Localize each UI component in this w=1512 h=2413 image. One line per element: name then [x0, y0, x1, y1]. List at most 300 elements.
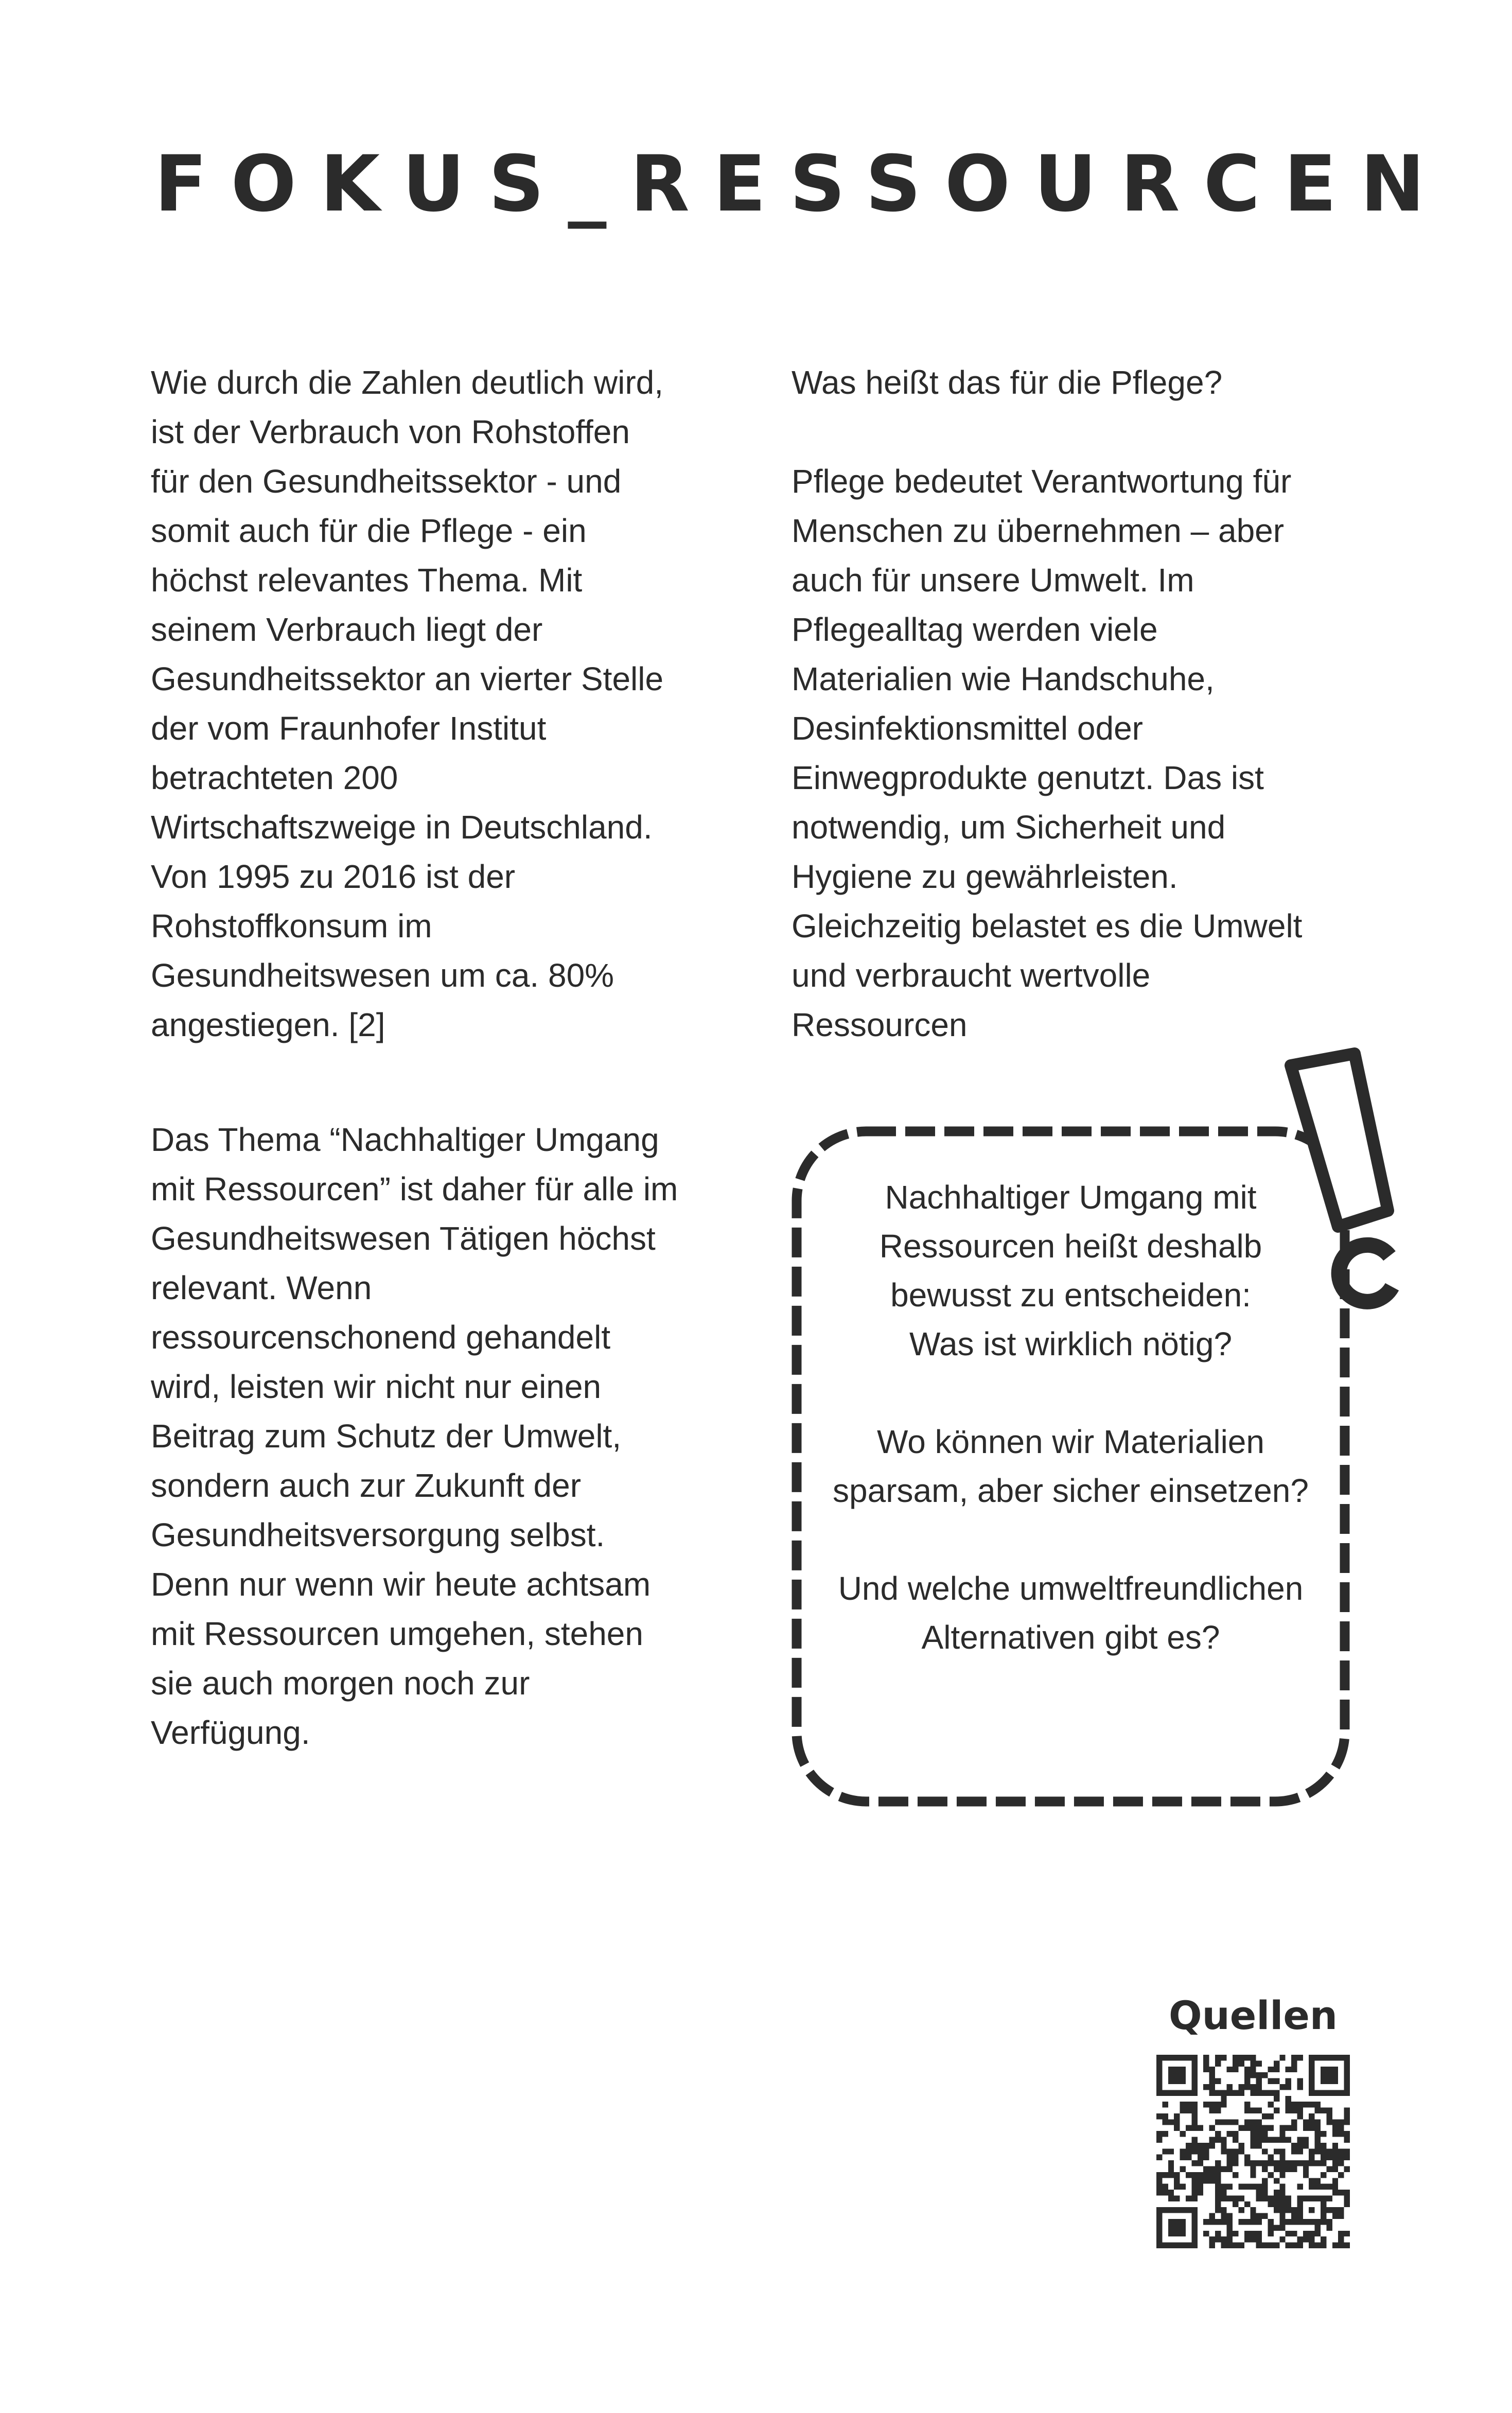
qr-module [1191, 2231, 1197, 2236]
qr-module [1156, 2067, 1162, 2072]
qr-module [1315, 2225, 1321, 2230]
qr-module [1156, 2190, 1162, 2195]
qr-module [1168, 2190, 1174, 2195]
qr-module [1256, 2119, 1262, 2125]
qr-module [1174, 2125, 1180, 2131]
qr-module [1168, 2148, 1174, 2154]
qr-module [1156, 2243, 1162, 2248]
qr-module [1250, 2090, 1256, 2095]
qr-module [1215, 2231, 1221, 2236]
qr-module [1274, 2243, 1279, 2248]
qr-module [1174, 2090, 1180, 2095]
qr-module [1233, 2137, 1238, 2143]
qr-module [1233, 2160, 1238, 2166]
qr-module [1233, 2201, 1238, 2207]
qr-module [1321, 2213, 1326, 2219]
qr-module [1168, 2078, 1174, 2084]
qr-module [1215, 2184, 1221, 2190]
qr-module [1209, 2125, 1215, 2131]
qr-module [1344, 2243, 1350, 2248]
qr-module [1326, 2207, 1332, 2213]
qr-module [1203, 2172, 1209, 2178]
qr-module [1262, 2131, 1268, 2137]
qr-module [1256, 2131, 1262, 2137]
qr-module [1250, 2213, 1256, 2219]
qr-module [1244, 2231, 1250, 2236]
qr-module [1180, 2166, 1186, 2172]
qr-module [1221, 2119, 1226, 2125]
text-line: Das Thema “Nachhaltiger Umgang [151, 1121, 659, 1158]
qr-module [1174, 2178, 1180, 2183]
qr-module [1256, 2190, 1262, 2195]
qr-module [1244, 2102, 1250, 2107]
qr-module [1279, 2137, 1285, 2143]
qr-module [1233, 2148, 1238, 2154]
qr-module [1309, 2078, 1314, 2084]
qr-module [1268, 2219, 1273, 2225]
qr-module [1209, 2090, 1215, 2095]
qr-module [1286, 2102, 1291, 2107]
text-line: mit Ressourcen umgehen, stehen [151, 1615, 643, 1652]
qr-module [1244, 2108, 1250, 2113]
qr-module [1244, 2119, 1250, 2125]
qr-module [1315, 2231, 1321, 2236]
qr-module [1332, 2207, 1338, 2213]
qr-module [1326, 2078, 1332, 2084]
qr-module [1274, 2078, 1279, 2084]
qr-module [1227, 2090, 1233, 2095]
qr-module [1227, 2243, 1233, 2248]
qr-module [1162, 2055, 1168, 2060]
qr-module [1180, 2055, 1186, 2060]
qr-module [1191, 2060, 1197, 2066]
qr-module [1215, 2055, 1221, 2060]
text-line: bewusst zu entscheiden: [890, 1277, 1251, 1314]
qr-module [1233, 2090, 1238, 2095]
qr-module [1315, 2219, 1321, 2225]
qr-module [1215, 2102, 1221, 2107]
qr-module [1186, 2243, 1191, 2248]
qr-module [1286, 2207, 1291, 2213]
qr-module [1156, 2060, 1162, 2066]
qr-module [1321, 2207, 1326, 2213]
page-title: FOKUS_RESSOURCEN [154, 139, 1449, 229]
qr-module [1239, 2207, 1244, 2213]
qr-module [1233, 2172, 1238, 2178]
qr-module [1250, 2207, 1256, 2213]
qr-module [1268, 2090, 1273, 2095]
qr-module [1174, 2207, 1180, 2213]
qr-module [1321, 2143, 1326, 2148]
qr-module [1286, 2243, 1291, 2248]
qr-module [1344, 2195, 1350, 2201]
qr-module [1315, 2243, 1321, 2248]
qr-module [1233, 2131, 1238, 2137]
qr-module [1186, 2172, 1191, 2178]
qr-module [1321, 2067, 1326, 2072]
qr-module [1279, 2131, 1285, 2137]
qr-module [1198, 2143, 1203, 2148]
qr-module [1186, 2148, 1191, 2154]
qr-module [1262, 2184, 1268, 2190]
qr-module [1244, 2184, 1250, 2190]
qr-module [1168, 2119, 1174, 2125]
qr-module [1215, 2207, 1221, 2213]
qr-module [1256, 2213, 1262, 2219]
qr-module [1256, 2072, 1262, 2078]
qr-module [1215, 2090, 1221, 2095]
qr-module [1250, 2160, 1256, 2166]
qr-module [1291, 2231, 1297, 2236]
qr-module [1291, 2143, 1297, 2148]
qr-module [1274, 2178, 1279, 2183]
qr-module [1239, 2148, 1244, 2154]
qr-module [1186, 2108, 1191, 2113]
qr-module [1268, 2067, 1273, 2072]
qr-module [1309, 2155, 1314, 2160]
qr-module [1191, 2072, 1197, 2078]
qr-module [1338, 2236, 1344, 2242]
qr-module [1250, 2108, 1256, 2113]
qr-module [1203, 2219, 1209, 2225]
text-line: Ressourcen heißt deshalb [879, 1228, 1262, 1265]
text-line: betrachteten 200 [151, 759, 398, 796]
qr-module [1180, 2067, 1186, 2072]
qr-module [1332, 2067, 1338, 2072]
callout-question-3 [797, 1564, 1345, 1662]
qr-module [1321, 2184, 1326, 2190]
callout-question-2 [797, 1418, 1345, 1515]
qr-module [1274, 2166, 1279, 2172]
qr-module [1332, 2160, 1338, 2166]
qr-module [1156, 2178, 1162, 2183]
qr-module [1315, 2148, 1321, 2154]
qr-module [1191, 2178, 1197, 2183]
qr-module [1309, 2119, 1314, 2125]
qr-module [1221, 2243, 1226, 2248]
qr-module [1191, 2125, 1197, 2131]
qr-module [1233, 2231, 1238, 2236]
qr-module [1321, 2055, 1326, 2060]
qr-module [1344, 2108, 1350, 2113]
qr-module [1344, 2131, 1350, 2137]
qr-module [1233, 2195, 1238, 2201]
qr-module [1274, 2148, 1279, 2154]
qr-module [1315, 2119, 1321, 2125]
qr-module [1215, 2190, 1221, 2195]
qr-module [1186, 2090, 1191, 2095]
qr-module [1156, 2137, 1162, 2143]
qr-module [1168, 2243, 1174, 2248]
qr-module [1309, 2148, 1314, 2154]
qr-module [1191, 2119, 1197, 2125]
qr-module [1344, 2113, 1350, 2119]
text-line: auch für unsere Umwelt. Im [792, 562, 1194, 599]
qr-module [1162, 2243, 1168, 2248]
qr-module [1239, 2184, 1244, 2190]
qr-module [1309, 2160, 1314, 2166]
qr-module [1191, 2108, 1197, 2113]
qr-module [1338, 2207, 1344, 2213]
text-line: Pflegealltag werden viele [792, 611, 1158, 648]
qr-module [1332, 2190, 1338, 2195]
qr-module [1215, 2078, 1221, 2084]
qr-module [1239, 2060, 1244, 2066]
qr-module [1191, 2184, 1197, 2190]
qr-module [1168, 2219, 1174, 2225]
text-line: sie auch morgen noch zur [151, 1665, 530, 1702]
qr-module [1191, 2195, 1197, 2201]
qr-module [1262, 2090, 1268, 2095]
qr-module [1268, 2125, 1273, 2131]
qr-module [1321, 2195, 1326, 2201]
qr-module [1268, 2102, 1273, 2107]
qr-module [1309, 2090, 1314, 2095]
qr-module [1291, 2119, 1297, 2125]
qr-module [1286, 2219, 1291, 2225]
qr-module [1209, 2213, 1215, 2219]
text-line: Menschen zu übernehmen – aber [792, 512, 1285, 549]
qr-module [1303, 2172, 1309, 2178]
qr-module [1262, 2166, 1268, 2172]
qr-module [1215, 2108, 1221, 2113]
qr-module [1279, 2125, 1285, 2131]
qr-module [1262, 2195, 1268, 2201]
qr-module [1297, 2207, 1303, 2213]
qr-module [1233, 2060, 1238, 2066]
qr-module [1286, 2108, 1291, 2113]
text-line: notwendig, um Sicherheit und [792, 809, 1226, 846]
text-line: sparsam, aber sicher einsetzen? [833, 1472, 1309, 1509]
qr-module [1191, 2225, 1197, 2230]
qr-module [1191, 2236, 1197, 2242]
qr-module [1227, 2067, 1233, 2072]
qr-module [1227, 2213, 1233, 2219]
qr-module [1239, 2125, 1244, 2131]
qr-module [1239, 2195, 1244, 2201]
qr-module [1198, 2155, 1203, 2160]
qr-module [1332, 2090, 1338, 2095]
text-line: Verfügung. [151, 1714, 310, 1751]
qr-module [1168, 2231, 1174, 2236]
qr-module [1286, 2231, 1291, 2236]
qr-module [1256, 2143, 1262, 2148]
qr-module [1203, 2055, 1209, 2060]
qr-module [1297, 2219, 1303, 2225]
qr-module [1256, 2160, 1262, 2166]
qr-module [1268, 2137, 1273, 2143]
qr-module [1239, 2143, 1244, 2148]
qr-module [1268, 2113, 1273, 2119]
qr-module [1168, 2067, 1174, 2072]
qr-module [1250, 2219, 1256, 2225]
text-line: Gesundheitswesen Tätigen höchst [151, 1220, 656, 1257]
qr-module [1174, 2067, 1180, 2072]
qr-module [1321, 2131, 1326, 2137]
text-line: Nachhaltiger Umgang mit [885, 1179, 1257, 1216]
qr-module [1156, 2113, 1162, 2119]
qr-module [1174, 2072, 1180, 2078]
qr-module [1227, 2166, 1233, 2172]
qr-module [1233, 2119, 1238, 2125]
qr-module [1262, 2113, 1268, 2119]
qr-module [1227, 2148, 1233, 2154]
qr-module [1174, 2195, 1180, 2201]
qr-module [1203, 2155, 1209, 2160]
qr-module [1162, 2131, 1168, 2137]
qr-module [1332, 2055, 1338, 2060]
qr-module [1256, 2084, 1262, 2090]
qr-module [1344, 2078, 1350, 2084]
qr-module [1274, 2090, 1279, 2095]
qr-module [1215, 2201, 1221, 2207]
qr-module [1233, 2243, 1238, 2248]
qr-module [1215, 2195, 1221, 2201]
qr-module [1274, 2225, 1279, 2230]
qr-module [1315, 2055, 1321, 2060]
qr-module [1180, 2207, 1186, 2213]
qr-module [1180, 2225, 1186, 2230]
qr-module [1174, 2119, 1180, 2125]
qr-module [1174, 2219, 1180, 2225]
qr-module [1326, 2119, 1332, 2125]
qr-module [1279, 2160, 1285, 2166]
qr-module [1203, 2143, 1209, 2148]
qr-module [1338, 2231, 1344, 2236]
qr-module [1180, 2155, 1186, 2160]
qr-module [1180, 2078, 1186, 2084]
qr-module [1309, 2067, 1314, 2072]
qr-module [1344, 2072, 1350, 2078]
qr-module [1203, 2060, 1209, 2066]
qr-module [1338, 2131, 1344, 2137]
qr-module [1262, 2178, 1268, 2183]
qr-module [1191, 2067, 1197, 2072]
qr-module [1291, 2166, 1297, 2172]
qr-module [1156, 2207, 1162, 2213]
qr-module [1332, 2131, 1338, 2137]
qr-module [1332, 2119, 1338, 2125]
qr-module [1297, 2143, 1303, 2148]
qr-module [1268, 2201, 1273, 2207]
qr-module [1221, 2195, 1226, 2201]
qr-module [1286, 2160, 1291, 2166]
qr-module [1297, 2055, 1303, 2060]
qr-module [1256, 2195, 1262, 2201]
qr-module [1344, 2155, 1350, 2160]
qr-module [1168, 2090, 1174, 2095]
qr-module [1209, 2108, 1215, 2113]
qr-module [1268, 2195, 1273, 2201]
qr-module [1297, 2236, 1303, 2242]
qr-module [1262, 2243, 1268, 2248]
qr-module [1250, 2067, 1256, 2072]
qr-module [1286, 2084, 1291, 2090]
qr-module [1221, 2102, 1226, 2107]
qr-module [1191, 2113, 1197, 2119]
qr-module [1244, 2219, 1250, 2225]
qr-module [1321, 2078, 1326, 2084]
qr-module [1274, 2190, 1279, 2195]
text-line: relevant. Wenn [151, 1269, 372, 1306]
qr-module [1174, 2113, 1180, 2119]
qr-module [1309, 2236, 1314, 2242]
qr-module [1338, 2172, 1344, 2178]
text-line: ist der Verbrauch von Rohstoffen [151, 413, 630, 450]
text-line: für den Gesundheitssektor - und [151, 463, 622, 500]
qr-module [1209, 2243, 1215, 2248]
qr-module [1250, 2166, 1256, 2172]
qr-module [1209, 2219, 1215, 2225]
text-line: Beitrag zum Schutz der Umwelt, [151, 1418, 622, 1455]
qr-module [1162, 2207, 1168, 2213]
qr-module [1274, 2067, 1279, 2072]
qr-module [1156, 2231, 1162, 2236]
qr-module [1338, 2190, 1344, 2195]
qr-module [1321, 2160, 1326, 2166]
qr-module [1180, 2148, 1186, 2154]
qr-module [1174, 2078, 1180, 2084]
qr-module [1227, 2231, 1233, 2236]
qr-module [1180, 2231, 1186, 2236]
qr-module [1215, 2160, 1221, 2166]
qr-module [1244, 2084, 1250, 2090]
qr-module [1162, 2148, 1168, 2154]
qr-module [1262, 2190, 1268, 2195]
qr-module [1332, 2243, 1338, 2248]
text-line: Und welche umweltfreundlichen [838, 1570, 1304, 1607]
text-line: Desinfektionsmittel oder [792, 710, 1143, 747]
qr-module [1239, 2090, 1244, 2095]
qr-module [1227, 2184, 1233, 2190]
qr-module [1162, 2172, 1168, 2178]
qr-module [1309, 2055, 1314, 2060]
qr-module [1303, 2236, 1309, 2242]
qr-module [1209, 2137, 1215, 2143]
qr-module [1174, 2172, 1180, 2178]
qr-module [1227, 2119, 1233, 2125]
qr-module [1250, 2084, 1256, 2090]
qr-module [1268, 2225, 1273, 2230]
qr-module [1156, 2131, 1162, 2137]
qr-module [1279, 2207, 1285, 2213]
qr-module [1174, 2184, 1180, 2190]
qr-module [1168, 2195, 1174, 2201]
qr-module [1221, 2184, 1226, 2190]
qr-module [1286, 2137, 1291, 2143]
sources-label: Quellen [1168, 1992, 1338, 2038]
qr-module [1326, 2108, 1332, 2113]
qr-module [1239, 2055, 1244, 2060]
qr-module [1156, 2090, 1162, 2095]
qr-module [1338, 2148, 1344, 2154]
qr-module [1303, 2219, 1309, 2225]
qr-module [1326, 2067, 1332, 2072]
qr-module [1227, 2155, 1233, 2160]
qr-module [1203, 2178, 1209, 2183]
qr-module [1215, 2166, 1221, 2172]
qr-module [1274, 2137, 1279, 2143]
qr-module [1344, 2190, 1350, 2195]
qr-module [1332, 2178, 1338, 2183]
qr-module [1291, 2108, 1297, 2113]
qr-code-icon[interactable] [1156, 2052, 1350, 2251]
qr-module [1191, 2084, 1197, 2090]
qr-module [1215, 2060, 1221, 2066]
qr-module [1156, 2084, 1162, 2090]
qr-module [1156, 2219, 1162, 2225]
qr-module [1309, 2072, 1314, 2078]
